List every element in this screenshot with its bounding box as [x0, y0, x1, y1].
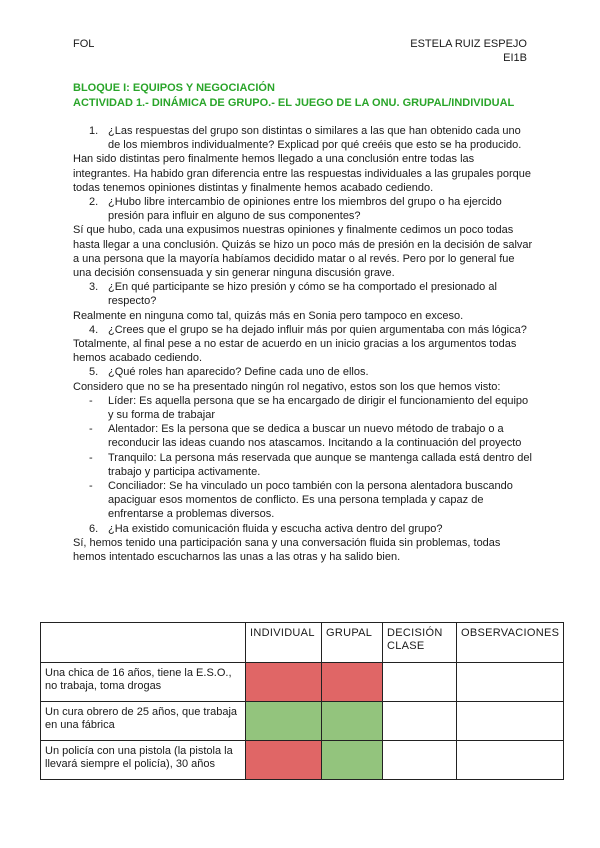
answer-4: Totalmente, al final pese a no estar de acuerdo en un inicio gracias a los argumentos todas hemos acabado cediendo.	[73, 338, 517, 365]
grupal-vote-cell	[322, 663, 383, 702]
header-cell-decision: DECISIÓN CLASE	[383, 623, 457, 663]
decision-cell	[383, 741, 457, 780]
grupal-vote-cell	[322, 702, 383, 741]
question-1: 1. ¿Las respuestas del grupo son distintas o similares a las que han obtenido cada uno de los miembros individualmente? Explicad por qué creéis que esto se ha producido.	[89, 125, 522, 152]
header-subject: FOL	[73, 38, 95, 50]
header-group: EI1B	[503, 52, 527, 64]
header-cell-individual: INDIVIDUAL	[246, 623, 322, 663]
role-item: - Conciliador: Se ha vinculado un poco también con la persona alentadora buscando apaciguar esos momentos de conflicto. Es una persona templada y capaz de enfrentarse a problemas diversos.	[89, 480, 513, 521]
table-row	[41, 702, 564, 741]
answer-1: Han sido distintas pero finalmente hemos llegado a una conclusión entre todas las integrantes. Ha habido gran diferencia entre las respuestas individuales a las grupales porque todas tenemos opiniones distintas y finalmente hemos acabado cediendo.	[73, 153, 532, 194]
question-5: 5. ¿Qué roles han aparecido? Define cada uno de ellos.	[89, 366, 369, 379]
grupal-vote-cell	[322, 741, 383, 780]
table-header-row	[41, 623, 564, 663]
decision-cell	[383, 663, 457, 702]
block-title: BLOQUE I: EQUIPOS Y NEGOCIACIÓN	[73, 82, 275, 94]
answer-6: Sí, hemos tenido una participación sana y una conversación fluida sin problemas, todas hemos intentado escucharnos las unas a las otras y ha salido bien.	[73, 536, 501, 564]
answer-3: Realmente en ninguna como tal, quizás más en Sonia pero tampoco en exceso.	[73, 309, 464, 322]
decision-cell	[383, 702, 457, 741]
answer-2: Sí que hubo, cada una expusimos nuestras opiniones y finalmente cedimos un poco todas hasta llegar a una conclusión. Quizás se hizo un poco más de presión en la decisión de salvar a una persona que la mayoría habíamos decidido matar o al revés. Pero por lo general fue una decisión consensuada y sin generar ninguna discusión grave.	[73, 224, 533, 280]
table-row	[41, 741, 564, 780]
header-cell-empty	[41, 623, 246, 663]
question-2: 2. ¿Hubo libre intercambio de opiniones entre los miembros del grupo o ha ejercido presión para influir en alguno de sus componentes?	[89, 196, 502, 223]
decision-table	[40, 622, 564, 780]
role-item: - Tranquilo: La persona más reservada que aunque se mantenga callada está dentro del trabajo y participa activamente.	[89, 451, 532, 478]
individual-vote-cell	[246, 702, 322, 741]
observation-cell	[457, 663, 564, 702]
question-4: 4. ¿Crees que el grupo se ha dejado influir más por quien argumentaba con más lógica?	[89, 323, 527, 336]
row-label: Una chica de 16 años, tiene la E.S.O., no trabaja, toma drogas	[41, 663, 246, 702]
table-row	[41, 663, 564, 702]
individual-vote-cell	[246, 741, 322, 780]
role-item: - Líder: Es aquella persona que se ha encargado de dirigir el funcionamiento del equipo y su forma de trabajar	[89, 394, 529, 422]
question-6: 6. ¿Ha existido comunicación fluida y escucha activa dentro del grupo?	[89, 522, 443, 535]
row-label: Un policía con una pistola (la pistola la llevará siempre el policía), 30 años	[41, 741, 246, 780]
question-3: 3. ¿En qué participante se hizo presión y cómo se ha comportado el presionado al respecto?	[89, 281, 497, 308]
role-item: - Alentador: Es la persona que se dedica a buscar un nuevo método de trabajo o a reconducir las ideas cuando nos atascamos. Incitando a la continuación del proyecto	[89, 423, 522, 450]
header-cell-observaciones: OBSERVACIONES	[457, 623, 564, 663]
activity-title: ACTIVIDAD 1.- DINÁMICA DE GRUPO.- EL JUEGO DE LA ONU. GRUPAL/INDIVIDUAL	[73, 97, 515, 109]
observation-cell	[457, 741, 564, 780]
header-author: ESTELA RUIZ ESPEJO	[410, 38, 527, 50]
answer-5: Considero que no se ha presentado ningún rol negativo, estos son los que hemos visto:	[73, 380, 501, 393]
header-cell-grupal: GRUPAL	[322, 623, 383, 663]
individual-vote-cell	[246, 663, 322, 702]
document-body	[73, 124, 533, 564]
observation-cell	[457, 702, 564, 741]
row-label: Un cura obrero de 25 años, que trabaja en una fábrica	[41, 702, 246, 741]
